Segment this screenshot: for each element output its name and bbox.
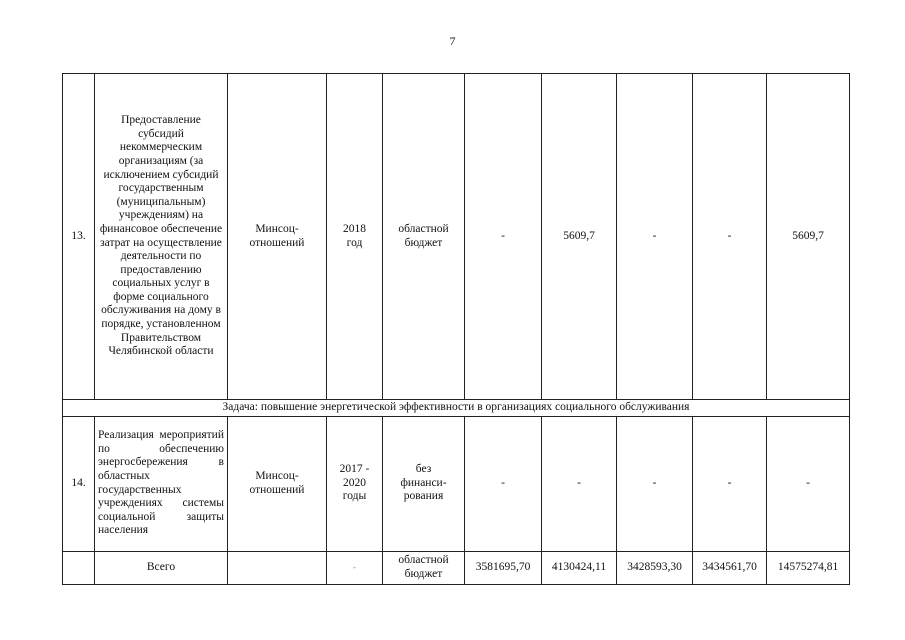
description-text: Реализация мероприятий по обеспечению энергосбережения в областных государственных учреждениях системы социальной защиты населения xyxy=(98,429,224,537)
executor-cell xyxy=(228,416,327,551)
source-line: бюджет xyxy=(404,567,443,580)
source-line: без xyxy=(415,463,432,476)
value-cell: - xyxy=(767,416,850,551)
value-cell: - xyxy=(617,416,693,551)
total-row xyxy=(63,551,850,584)
source-line: областной xyxy=(398,554,449,566)
period-line: годы xyxy=(342,490,367,503)
executor-line: отношений xyxy=(249,483,305,496)
table-row xyxy=(63,416,850,551)
value-cell: 14575274,81 xyxy=(767,551,850,584)
value-cell: - xyxy=(465,74,542,400)
source-cell xyxy=(383,74,465,400)
page-number: 7 xyxy=(449,34,456,48)
source-line: рования xyxy=(403,490,444,503)
executor-line: Минсоц- xyxy=(255,222,299,235)
period-line: 2018 xyxy=(343,222,366,235)
task-heading: Задача: повышение энергетической эффективности в организациях социального обслуживания xyxy=(63,400,850,417)
row-number: 14. xyxy=(63,416,95,551)
value-cell: 3581695,70 xyxy=(465,551,542,584)
source-cell xyxy=(383,551,465,584)
value-cell: - xyxy=(693,74,767,400)
executor-line: отношений xyxy=(249,236,305,249)
source-line: бюджет xyxy=(404,236,443,249)
value-cell: - xyxy=(465,416,542,551)
description-text: Предоставление субсидий некоммерческим организациям (за исключением субсидий государственным (муниципальным) учреждениям) на финансовое обеспечение затрат на осуществление деятельности по предоставлению социальных услуг в форме социального обслуживания на дому в порядке, установленном Правительством Челябинской области xyxy=(99,114,223,358)
period-cell xyxy=(327,551,383,584)
period-line: 2020 xyxy=(343,476,366,489)
empty-cell xyxy=(228,551,327,584)
executor-cell xyxy=(228,74,327,400)
executor-line: Минсоц- xyxy=(255,470,299,482)
program-table xyxy=(62,73,850,585)
value-cell: 4130424,11 xyxy=(542,551,617,584)
period-cell xyxy=(327,416,383,551)
table-row xyxy=(63,74,850,400)
value-cell: 5609,7 xyxy=(767,74,850,400)
source-line: областной xyxy=(398,222,449,235)
total-label: Всего xyxy=(95,551,228,584)
empty-cell xyxy=(63,551,95,584)
row-description xyxy=(95,74,228,400)
value-cell: - xyxy=(693,416,767,551)
period-line: 2017 - xyxy=(339,463,370,476)
value-cell: 5609,7 xyxy=(542,74,617,400)
source-line: финанси- xyxy=(400,476,447,489)
period-dash: - xyxy=(353,561,356,572)
row-number: 13. xyxy=(63,74,95,400)
value-cell: 3434561,70 xyxy=(693,551,767,584)
task-row xyxy=(63,400,850,417)
source-cell xyxy=(383,416,465,551)
value-cell: 3428593,30 xyxy=(617,551,693,584)
value-cell: - xyxy=(617,74,693,400)
row-description xyxy=(95,416,228,551)
period-line: год xyxy=(346,236,363,249)
value-cell: - xyxy=(542,416,617,551)
period-cell xyxy=(327,74,383,400)
